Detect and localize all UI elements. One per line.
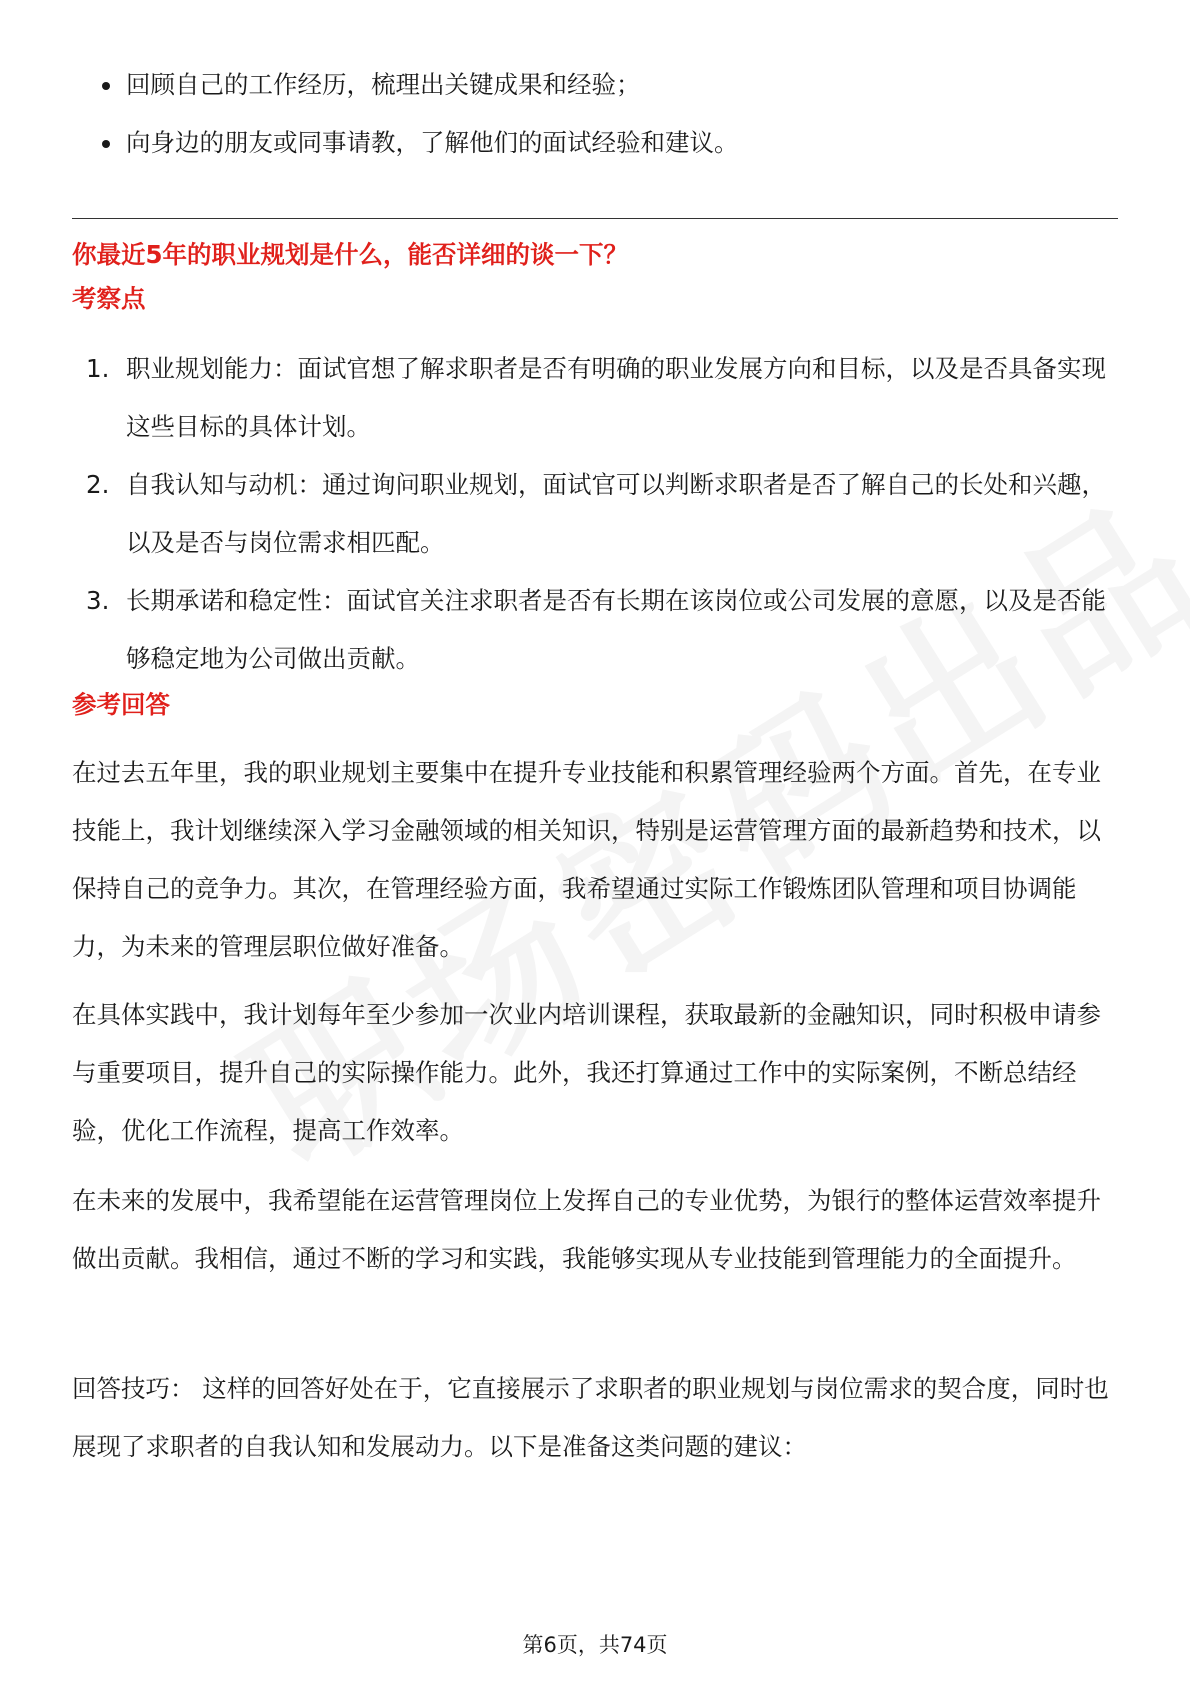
bullet-icon <box>102 140 110 148</box>
page-footer: 第6页，共74页 <box>522 1633 668 1657</box>
answer-paragraph-1: 在过去五年里，我的职业规划主要集中在提升专业技能和积累管理经验两个方面。首先，在专业技能上，我计划继续深入学习金融领域的相关知识，特别是运营管理方面的最新趋势和技术，以保持自己的竞争力。其次，在管理经验方面，我希望通过实际工作锻炼团队管理和项目协调能力，为未来的管理层职位做好准备。 <box>72 758 1101 961</box>
list-item <box>72 456 1118 572</box>
item-number: 1. <box>86 354 110 383</box>
answer-paragraph-2: 在具体实践中，我计划每年至少参加一次业内培训课程，获取最新的金融知识，同时积极申请参与重要项目，提升自己的实际操作能力。此外，我还打算通过工作中的实际案例，不断总结经验，优化工作流程，提高工作效率。 <box>72 1000 1101 1145</box>
item-text: 长期承诺和稳定性：面试官关注求职者是否有长期在该岗位或公司发展的意愿，以及是否能够稳定地为公司做出贡献。 <box>126 586 1106 673</box>
list-item <box>72 340 1118 456</box>
tips-bullet-list <box>72 56 1118 172</box>
question-title: 你最近5年的职业规划是什么，能否详细的谈一下？ <box>72 240 629 269</box>
item-text: 自我认知与动机：通过询问职业规划，面试官可以判断求职者是否了解自己的长处和兴趣，以及是否与岗位需求相匹配。 <box>126 470 1106 557</box>
list-item <box>72 114 1118 172</box>
list-item <box>72 572 1118 688</box>
assessment-list <box>72 340 1118 688</box>
assessment-heading: 考察点 <box>72 284 146 313</box>
item-number: 3. <box>86 586 110 615</box>
answer-paragraph-3: 在未来的发展中，我希望能在运营管理岗位上发挥自己的专业优势，为银行的整体运营效率提升做出贡献。我相信，通过不断的学习和实践，我能够实现从专业技能到管理能力的全面提升。 <box>72 1186 1101 1273</box>
reference-heading: 参考回答 <box>72 690 170 719</box>
list-item <box>72 56 1118 114</box>
item-number: 2. <box>86 470 110 499</box>
bullet-icon <box>102 82 110 90</box>
section-divider <box>72 218 1118 219</box>
bullet-text: 回顾自己的工作经历，梳理出关键成果和经验； <box>126 70 641 99</box>
item-text: 职业规划能力：面试官想了解求职者是否有明确的职业发展方向和目标，以及是否具备实现这些目标的具体计划。 <box>126 354 1106 441</box>
bullet-text: 向身边的朋友或同事请教，了解他们的面试经验和建议。 <box>126 128 739 157</box>
answer-tips-paragraph: 回答技巧： 这样的回答好处在于，它直接展示了求职者的职业规划与岗位需求的契合度，同时也展现了求职者的自我认知和发展动力。以下是准备这类问题的建议： <box>72 1374 1109 1461</box>
